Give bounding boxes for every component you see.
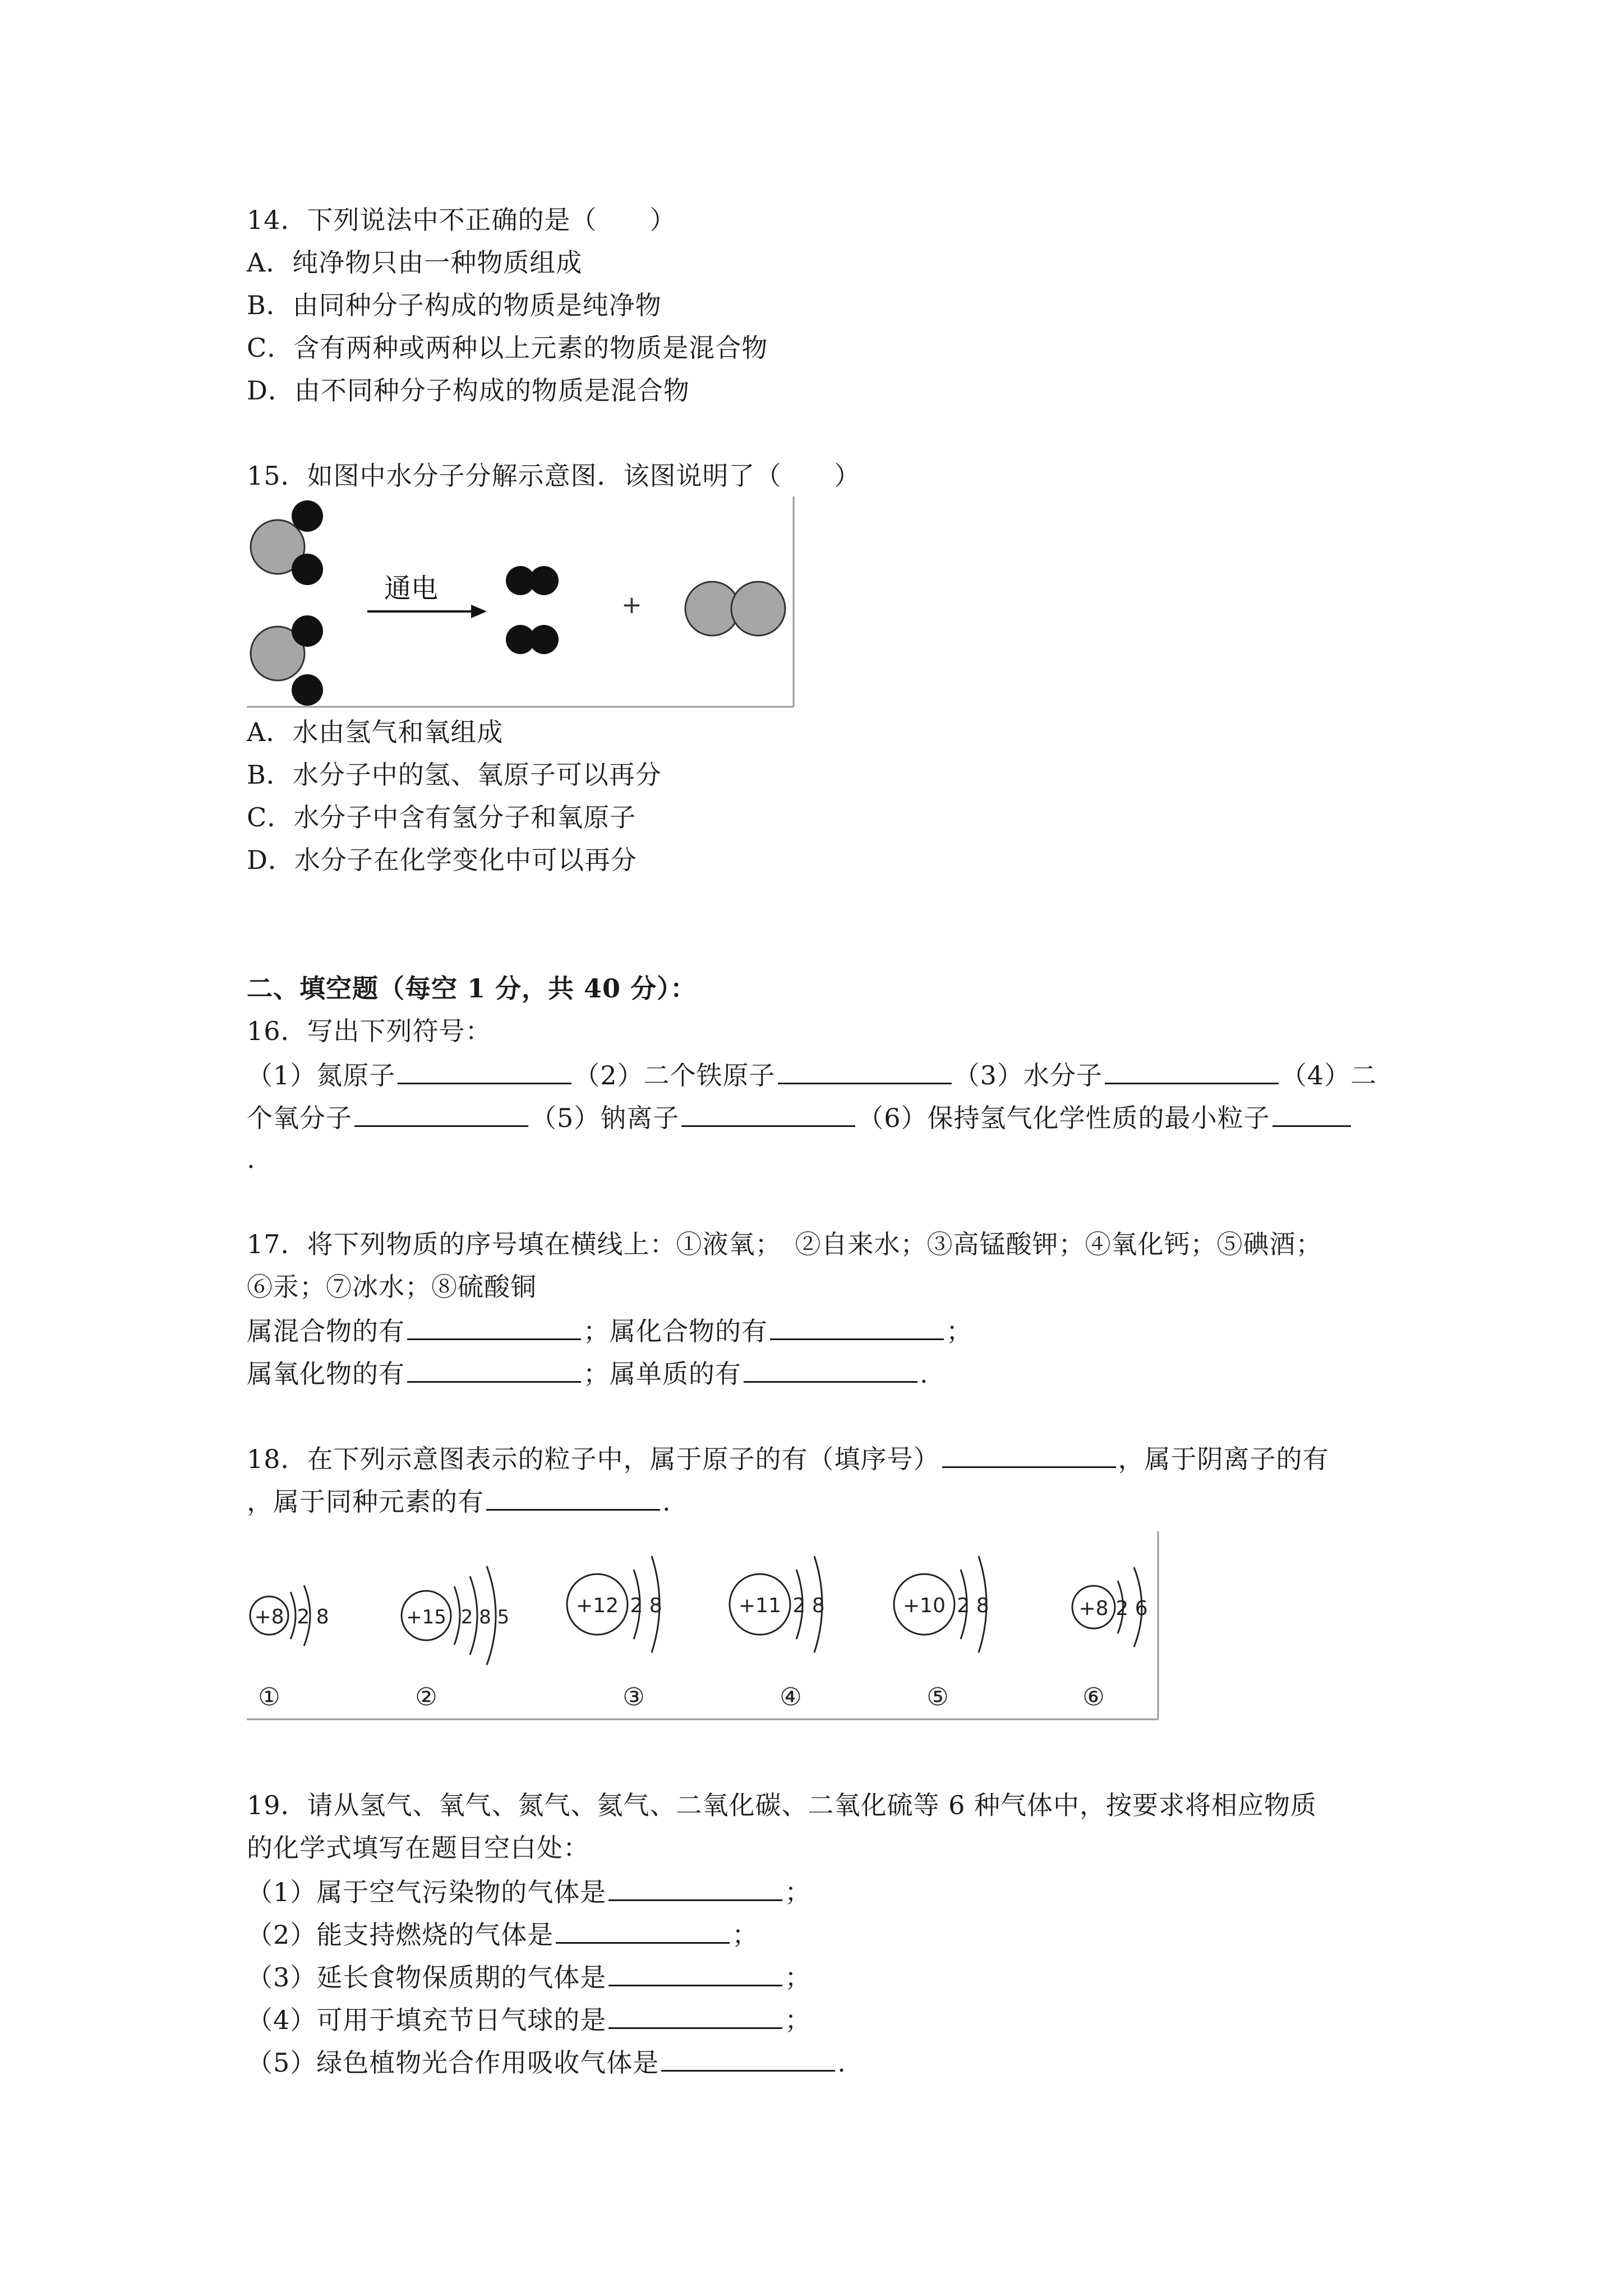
particle-diagram-4	[730, 1556, 825, 1711]
answer-blank[interactable]	[398, 1057, 571, 1084]
answer-blank[interactable]	[556, 1916, 730, 1944]
q16-item-5: （5）钠离子	[531, 1103, 680, 1133]
q14-option-b: B．由同种分子构成的物质是纯净物	[247, 290, 662, 320]
particle-label: ⑤	[926, 1683, 949, 1711]
particle-diagram-6	[1072, 1567, 1148, 1711]
q17-element-label: ；属单质的有	[583, 1359, 741, 1389]
q19-item-text: （1）属于空气污染物的气体是	[247, 1877, 607, 1907]
nucleus-charge: +10	[903, 1594, 946, 1617]
q18-same-element-label: ，属于同种元素的有	[247, 1487, 484, 1517]
nucleus-charge: +12	[576, 1594, 619, 1617]
punctuation: .	[837, 2047, 846, 2078]
answer-blank[interactable]	[1272, 1099, 1351, 1127]
q16-line-1	[247, 1057, 1377, 1092]
answer-blank[interactable]	[486, 1483, 660, 1511]
particle-diagram-3	[567, 1556, 662, 1711]
answer-blank[interactable]	[1105, 1057, 1279, 1084]
q16-item-4: （4）二	[1280, 1060, 1377, 1091]
nucleus-charge: +8	[1078, 1597, 1109, 1620]
answer-blank[interactable]	[778, 1057, 952, 1084]
q19-line-1: 19．请从氢气、氧气、氮气、氦气、二氧化碳、二氧化硫等 6 种气体中，按要求将相应物质	[247, 1790, 1317, 1820]
q16-stem: 16．写出下列符号：	[247, 1016, 492, 1046]
q19-item-2	[247, 1916, 758, 1952]
water-molecule	[251, 615, 323, 706]
q18-atom-label: 18．在下列示意图表示的粒子中，属于原子的有（填序号）	[247, 1444, 940, 1474]
punctuation: ；	[785, 1962, 811, 1993]
reaction-arrow	[367, 605, 487, 618]
electron-shells: 2 8	[630, 1594, 662, 1617]
punctuation: .	[920, 1359, 929, 1389]
answer-blank[interactable]	[354, 1099, 528, 1127]
q16-item-1: （1）氮原子	[247, 1060, 396, 1091]
answer-blank[interactable]	[608, 2001, 782, 2029]
particle-diagram-2	[402, 1566, 509, 1711]
nucleus-charge: +8	[254, 1605, 284, 1628]
q19-item-5	[247, 2044, 846, 2079]
punctuation: ；	[946, 1316, 972, 1346]
water-molecule	[251, 500, 323, 585]
particle-structure-diagrams	[247, 1531, 1166, 1722]
q17-mixture-label: 属混合物的有	[247, 1316, 405, 1346]
particle-label: ①	[258, 1683, 280, 1711]
q15-stem: 15．如图中水分子分解示意图．该图说明了（ ）	[247, 461, 861, 491]
q16-line-3: .	[247, 1144, 256, 1174]
particle-diagram-5	[894, 1556, 989, 1711]
answer-blank[interactable]	[681, 1099, 855, 1127]
q14-option-c: C．含有两种或两种以上元素的物质是混合物	[247, 333, 768, 363]
q16-item-2: （2）二个铁原子	[574, 1060, 776, 1091]
q16-line-2	[247, 1099, 1353, 1135]
q16-item-3: （3）水分子	[953, 1060, 1103, 1091]
particle-label: ③	[623, 1683, 645, 1711]
q14-stem: 14．下列说法中不正确的是（ ）	[247, 205, 676, 235]
electrolysis-label: 通电	[384, 573, 439, 604]
electron-shells: 2 8	[792, 1594, 825, 1617]
q17-line-2: ⑥汞；⑦冰水；⑧硫酸铜	[247, 1272, 537, 1302]
q19-item-text: （4）可用于填充节日气球的是	[247, 2005, 607, 2035]
q19-item-text: （3）延长食物保质期的气体是	[247, 1962, 607, 1993]
answer-blank[interactable]	[661, 2044, 835, 2072]
answer-blank[interactable]	[942, 1441, 1116, 1468]
answer-blank[interactable]	[770, 1313, 944, 1340]
q15-option-b: B．水分子中的氢、氧原子可以再分	[247, 760, 662, 790]
plus-sign: +	[621, 591, 642, 619]
answer-blank[interactable]	[407, 1313, 581, 1340]
q17-line-3	[247, 1313, 972, 1348]
hydrogen-molecule	[506, 566, 559, 595]
electron-shells: 2 8 5	[460, 1606, 510, 1628]
q16-item-4-cont: 个氧分子	[247, 1103, 352, 1133]
q17-compound-label: ；属化合物的有	[583, 1316, 768, 1346]
q15-option-d: D．水分子在化学变化中可以再分	[247, 845, 637, 875]
oxygen-molecule	[685, 582, 785, 636]
particle-diagram-1	[250, 1585, 329, 1711]
punctuation: ；	[785, 1877, 811, 1907]
q19-item-text: （2）能支持燃烧的气体是	[247, 1920, 554, 1950]
q18-anion-label: ，属于阴离子的有	[1118, 1444, 1329, 1474]
hydrogen-molecule	[506, 625, 559, 654]
particle-label: ④	[780, 1683, 802, 1711]
electron-shells: 2 8	[957, 1594, 989, 1617]
q17-line-1: 17．将下列物质的序号填在横线上：①液氧； ②自来水；③高锰酸钾；④氧化钙；⑤碘酒；	[247, 1229, 1322, 1259]
particle-label: ⑥	[1082, 1683, 1105, 1711]
q15-option-c: C．水分子中含有氢分子和氧原子	[247, 802, 637, 832]
q14-option-a: A．纯净物只由一种物质组成	[247, 247, 583, 278]
q18-line-1	[247, 1441, 1329, 1476]
q15-option-a: A．水由氢气和氧组成	[247, 717, 504, 747]
punctuation: .	[662, 1487, 671, 1517]
q14-option-d: D．由不同种分子构成的物质是混合物	[247, 375, 690, 406]
q17-oxide-label: 属氧化物的有	[247, 1359, 405, 1389]
electron-shells: 2 8	[297, 1605, 329, 1628]
q16-item-6: （6）保持氢气化学性质的最小粒子	[857, 1103, 1270, 1133]
water-decomposition-diagram	[247, 496, 796, 710]
q19-item-4	[247, 2001, 811, 2037]
nucleus-charge: +11	[739, 1594, 781, 1617]
q19-item-1	[247, 1874, 811, 1909]
q19-item-text: （5）绿色植物光合作用吸收气体是	[247, 2047, 660, 2078]
electron-shells: 2 6	[1115, 1597, 1148, 1620]
answer-blank[interactable]	[407, 1355, 581, 1383]
q19-line-2: 的化学式填写在题目空白处：	[247, 1833, 589, 1863]
answer-blank[interactable]	[608, 1959, 782, 1986]
q19-item-3	[247, 1959, 811, 1994]
nucleus-charge: +15	[406, 1606, 446, 1628]
answer-blank[interactable]	[608, 1874, 782, 1901]
particle-label: ②	[415, 1683, 437, 1711]
section-heading: 二、填空题（每空 1 分，共 40 分）：	[247, 973, 697, 1004]
punctuation: ；	[732, 1920, 759, 1950]
answer-blank[interactable]	[744, 1355, 917, 1383]
q17-line-4	[247, 1355, 929, 1391]
q18-line-2	[247, 1483, 671, 1519]
punctuation: ；	[785, 2005, 811, 2035]
